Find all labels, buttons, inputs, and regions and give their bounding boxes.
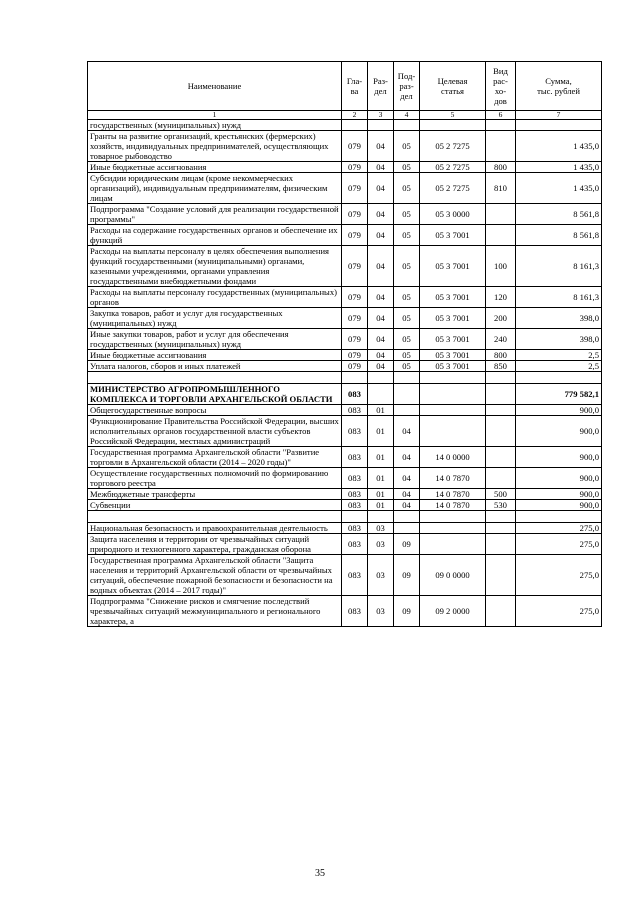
row-vid-rashodov	[486, 468, 516, 489]
table-row	[88, 596, 602, 627]
table-row	[88, 405, 602, 416]
header-glava: Гла- ва	[342, 62, 368, 111]
row-glava: 083	[342, 500, 368, 511]
row-vid-rashodov	[486, 534, 516, 555]
row-razdel: 04	[368, 225, 394, 246]
table-row	[88, 523, 602, 534]
row-razdel: 01	[368, 416, 394, 447]
row-vid-rashodov: 800	[486, 350, 516, 361]
row-summa: 900,0	[516, 500, 602, 511]
table-row	[88, 384, 602, 405]
header-vid-rashodov: Вид рас- хо- дов	[486, 62, 516, 111]
row-razdel	[368, 120, 394, 131]
row-vid-rashodov	[486, 204, 516, 225]
row-vid-rashodov: 850	[486, 361, 516, 372]
table-row	[88, 225, 602, 246]
row-summa: 1 435,0	[516, 162, 602, 173]
row-name: Уплата налогов, сборов и иных платежей	[88, 361, 342, 372]
row-vid-rashodov	[486, 131, 516, 162]
row-glava: 079	[342, 329, 368, 350]
column-number: 3	[368, 111, 394, 120]
row-glava: 083	[342, 555, 368, 596]
row-celevaya-statya: 05 3 7001	[420, 361, 486, 372]
page-number: 35	[315, 868, 325, 879]
row-vid-rashodov	[486, 225, 516, 246]
row-razdel: 04	[368, 361, 394, 372]
row-glava	[342, 511, 368, 523]
row-razdel: 03	[368, 523, 394, 534]
row-vid-rashodov	[486, 523, 516, 534]
row-podrazdel: 05	[394, 131, 420, 162]
row-glava: 083	[342, 468, 368, 489]
header-name: Наименование	[88, 62, 342, 111]
row-podrazdel: 05	[394, 329, 420, 350]
row-celevaya-statya: 05 2 7275	[420, 162, 486, 173]
row-name: МИНИСТЕРСТВО АГРОПРОМЫШЛЕННОГО КОМПЛЕКСА И ТОРГОВЛИ АРХАНГЕЛЬСКОЙ ОБЛАСТИ	[88, 384, 342, 405]
row-glava: 083	[342, 489, 368, 500]
table-row	[88, 500, 602, 511]
row-summa: 779 582,1	[516, 384, 602, 405]
row-glava: 079	[342, 131, 368, 162]
row-summa: 900,0	[516, 405, 602, 416]
row-name	[88, 372, 342, 384]
row-vid-rashodov	[486, 596, 516, 627]
row-name: Субвенции	[88, 500, 342, 511]
row-celevaya-statya: 14 0 7870	[420, 500, 486, 511]
row-celevaya-statya: 14 0 0000	[420, 447, 486, 468]
row-razdel	[368, 372, 394, 384]
row-celevaya-statya	[420, 511, 486, 523]
row-name: Иные бюджетные ассигнования	[88, 162, 342, 173]
row-glava: 079	[342, 246, 368, 287]
row-glava: 079	[342, 308, 368, 329]
row-name: Гранты на развитие организаций, крестьянских (фермерских) хозяйств, индивидуальных предпринимателей, осуществляющих товарное рыбоводство	[88, 131, 342, 162]
row-celevaya-statya	[420, 372, 486, 384]
row-glava: 083	[342, 405, 368, 416]
row-summa: 8 161,3	[516, 246, 602, 287]
row-summa: 275,0	[516, 596, 602, 627]
row-vid-rashodov	[486, 405, 516, 416]
row-celevaya-statya	[420, 416, 486, 447]
table-row	[88, 361, 602, 372]
row-glava: 079	[342, 162, 368, 173]
row-celevaya-statya: 05 3 7001	[420, 350, 486, 361]
column-number: 2	[342, 111, 368, 120]
table-row	[88, 489, 602, 500]
row-podrazdel: 05	[394, 225, 420, 246]
row-vid-rashodov: 100	[486, 246, 516, 287]
row-summa: 275,0	[516, 534, 602, 555]
header-summa: Сумма, тыс. рублей	[516, 62, 602, 111]
row-vid-rashodov	[486, 555, 516, 596]
row-glava: 079	[342, 361, 368, 372]
row-razdel: 03	[368, 534, 394, 555]
row-razdel: 01	[368, 468, 394, 489]
table-row	[88, 131, 602, 162]
row-razdel	[368, 511, 394, 523]
row-glava: 079	[342, 287, 368, 308]
row-summa: 275,0	[516, 555, 602, 596]
row-razdel: 03	[368, 555, 394, 596]
row-celevaya-statya	[420, 120, 486, 131]
table-body	[88, 120, 602, 627]
row-razdel: 04	[368, 131, 394, 162]
table-row	[88, 287, 602, 308]
row-name: Межбюджетные трансферты	[88, 489, 342, 500]
row-summa: 275,0	[516, 523, 602, 534]
row-vid-rashodov: 810	[486, 173, 516, 204]
row-summa: 8 561,8	[516, 204, 602, 225]
row-podrazdel: 04	[394, 416, 420, 447]
table-row	[88, 329, 602, 350]
budget-table	[87, 61, 602, 627]
row-glava: 083	[342, 447, 368, 468]
row-podrazdel: 05	[394, 173, 420, 204]
row-celevaya-statya: 14 0 7870	[420, 468, 486, 489]
row-vid-rashodov: 120	[486, 287, 516, 308]
table-row	[88, 308, 602, 329]
row-celevaya-statya: 05 3 7001	[420, 287, 486, 308]
row-name: Осуществление государственных полномочий по формированию торгового реестра	[88, 468, 342, 489]
row-razdel: 04	[368, 246, 394, 287]
row-celevaya-statya: 05 3 7001	[420, 246, 486, 287]
row-vid-rashodov	[486, 416, 516, 447]
row-celevaya-statya: 05 3 0000	[420, 204, 486, 225]
row-podrazdel: 05	[394, 204, 420, 225]
row-glava	[342, 372, 368, 384]
row-celevaya-statya: 09 2 0000	[420, 596, 486, 627]
row-celevaya-statya	[420, 523, 486, 534]
row-celevaya-statya: 05 3 7001	[420, 308, 486, 329]
header-razdel: Раз- дел	[368, 62, 394, 111]
row-podrazdel	[394, 511, 420, 523]
row-name: Защита населения и территории от чрезвычайных ситуаций природного и техногенного характера, гражданская оборона	[88, 534, 342, 555]
table-row	[88, 350, 602, 361]
row-razdel: 03	[368, 596, 394, 627]
table-row	[88, 468, 602, 489]
row-name: Расходы на выплаты персоналу в целях обеспечения выполнения функций государственными (муниципальными) органами, казенными учреждениями, органами управления государственными внебюджетными фондами	[88, 246, 342, 287]
row-razdel: 04	[368, 204, 394, 225]
row-summa: 1 435,0	[516, 173, 602, 204]
row-glava: 083	[342, 523, 368, 534]
table-row-blank	[88, 511, 602, 523]
row-summa: 900,0	[516, 489, 602, 500]
row-celevaya-statya: 05 2 7275	[420, 173, 486, 204]
row-podrazdel: 09	[394, 534, 420, 555]
table-row	[88, 246, 602, 287]
row-name: Функционирование Правительства Российской Федерации, высших исполнительных органов государственной власти субъектов Российской Федерации, местных администраций	[88, 416, 342, 447]
row-podrazdel: 09	[394, 596, 420, 627]
row-podrazdel: 04	[394, 447, 420, 468]
row-summa	[516, 511, 602, 523]
row-razdel: 04	[368, 308, 394, 329]
row-vid-rashodov	[486, 120, 516, 131]
row-podrazdel: 05	[394, 287, 420, 308]
row-glava: 079	[342, 225, 368, 246]
row-celevaya-statya: 14 0 7870	[420, 489, 486, 500]
row-summa: 8 561,8	[516, 225, 602, 246]
table-row	[88, 416, 602, 447]
row-celevaya-statya	[420, 405, 486, 416]
row-name: Субсидии юридическим лицам (кроме некоммерческих организаций), индивидуальным предпринимателям, физическим лицам	[88, 173, 342, 204]
table-row	[88, 555, 602, 596]
row-podrazdel: 05	[394, 350, 420, 361]
table-row	[88, 173, 602, 204]
row-vid-rashodov	[486, 372, 516, 384]
row-podrazdel: 05	[394, 162, 420, 173]
row-vid-rashodov: 800	[486, 162, 516, 173]
row-podrazdel: 04	[394, 468, 420, 489]
row-name: Государственная программа Архангельской области "Защита населения и территорий Архангельской области от чрезвычайных ситуаций, обеспечение пожарной безопасности и безопасности на водных объектах (2014 – 2017 годы)"	[88, 555, 342, 596]
table-row	[88, 204, 602, 225]
row-vid-rashodov: 200	[486, 308, 516, 329]
row-podrazdel: 05	[394, 308, 420, 329]
row-name: Подпрограмма "Снижение рисков и смягчение последствий чрезвычайных ситуаций межмуниципального и регионального характера, а	[88, 596, 342, 627]
row-summa: 398,0	[516, 329, 602, 350]
row-razdel: 04	[368, 287, 394, 308]
column-number-row	[88, 111, 602, 120]
row-name: Общегосударственные вопросы	[88, 405, 342, 416]
row-summa	[516, 372, 602, 384]
row-podrazdel	[394, 523, 420, 534]
row-podrazdel	[394, 384, 420, 405]
row-glava: 083	[342, 416, 368, 447]
row-name: Подпрограмма "Создание условий для реализации государственной программы"	[88, 204, 342, 225]
row-glava: 083	[342, 384, 368, 405]
row-celevaya-statya	[420, 534, 486, 555]
row-summa: 900,0	[516, 468, 602, 489]
row-podrazdel	[394, 120, 420, 131]
column-number: 6	[486, 111, 516, 120]
table-row	[88, 120, 602, 131]
row-name: Государственная программа Архангельской области "Развитие торговли в Архангельской области (2014 – 2020 годы)"	[88, 447, 342, 468]
row-summa: 398,0	[516, 308, 602, 329]
row-summa: 2,5	[516, 350, 602, 361]
column-number: 5	[420, 111, 486, 120]
row-podrazdel: 09	[394, 555, 420, 596]
row-summa: 8 161,3	[516, 287, 602, 308]
row-name: государственных (муниципальных) нужд	[88, 120, 342, 131]
column-number: 4	[394, 111, 420, 120]
row-name: Расходы на выплаты персоналу государственных (муниципальных) органов	[88, 287, 342, 308]
row-glava: 079	[342, 350, 368, 361]
row-name: Иные бюджетные ассигнования	[88, 350, 342, 361]
row-razdel: 01	[368, 447, 394, 468]
row-celevaya-statya: 05 3 7001	[420, 225, 486, 246]
row-name: Национальная безопасность и правоохранительная деятельность	[88, 523, 342, 534]
row-name: Расходы на содержание государственных органов и обеспечение их функций	[88, 225, 342, 246]
row-podrazdel	[394, 372, 420, 384]
table-row-blank	[88, 372, 602, 384]
row-summa	[516, 120, 602, 131]
row-vid-rashodov: 500	[486, 489, 516, 500]
row-summa: 900,0	[516, 416, 602, 447]
row-celevaya-statya: 09 0 0000	[420, 555, 486, 596]
table-row	[88, 534, 602, 555]
row-name: Закупка товаров, работ и услуг для государственных (муниципальных) нужд	[88, 308, 342, 329]
row-name	[88, 511, 342, 523]
table-row	[88, 447, 602, 468]
row-name: Иные закупки товаров, работ и услуг для обеспечения государственных (муниципальных) нужд	[88, 329, 342, 350]
table-header-row	[88, 62, 602, 111]
row-glava	[342, 120, 368, 131]
row-razdel: 01	[368, 405, 394, 416]
row-vid-rashodov: 530	[486, 500, 516, 511]
row-podrazdel	[394, 405, 420, 416]
row-podrazdel: 05	[394, 246, 420, 287]
header-podrazdel: Под- раз- дел	[394, 62, 420, 111]
row-razdel: 04	[368, 162, 394, 173]
row-vid-rashodov	[486, 511, 516, 523]
row-glava: 079	[342, 204, 368, 225]
row-razdel: 04	[368, 329, 394, 350]
row-razdel: 04	[368, 350, 394, 361]
row-summa: 2,5	[516, 361, 602, 372]
row-celevaya-statya: 05 3 7001	[420, 329, 486, 350]
row-razdel: 01	[368, 500, 394, 511]
row-glava: 079	[342, 173, 368, 204]
row-podrazdel: 04	[394, 489, 420, 500]
row-summa: 900,0	[516, 447, 602, 468]
row-vid-rashodov: 240	[486, 329, 516, 350]
row-razdel: 04	[368, 173, 394, 204]
row-podrazdel: 05	[394, 361, 420, 372]
column-number: 1	[88, 111, 342, 120]
row-glava: 083	[342, 596, 368, 627]
row-podrazdel: 04	[394, 500, 420, 511]
row-summa: 1 435,0	[516, 131, 602, 162]
row-razdel: 01	[368, 489, 394, 500]
row-celevaya-statya: 05 2 7275	[420, 131, 486, 162]
row-vid-rashodov	[486, 447, 516, 468]
header-celevaya-statya: Целевая статья	[420, 62, 486, 111]
row-razdel	[368, 384, 394, 405]
row-vid-rashodov	[486, 384, 516, 405]
row-celevaya-statya	[420, 384, 486, 405]
table-row	[88, 162, 602, 173]
column-number: 7	[516, 111, 602, 120]
row-glava: 083	[342, 534, 368, 555]
